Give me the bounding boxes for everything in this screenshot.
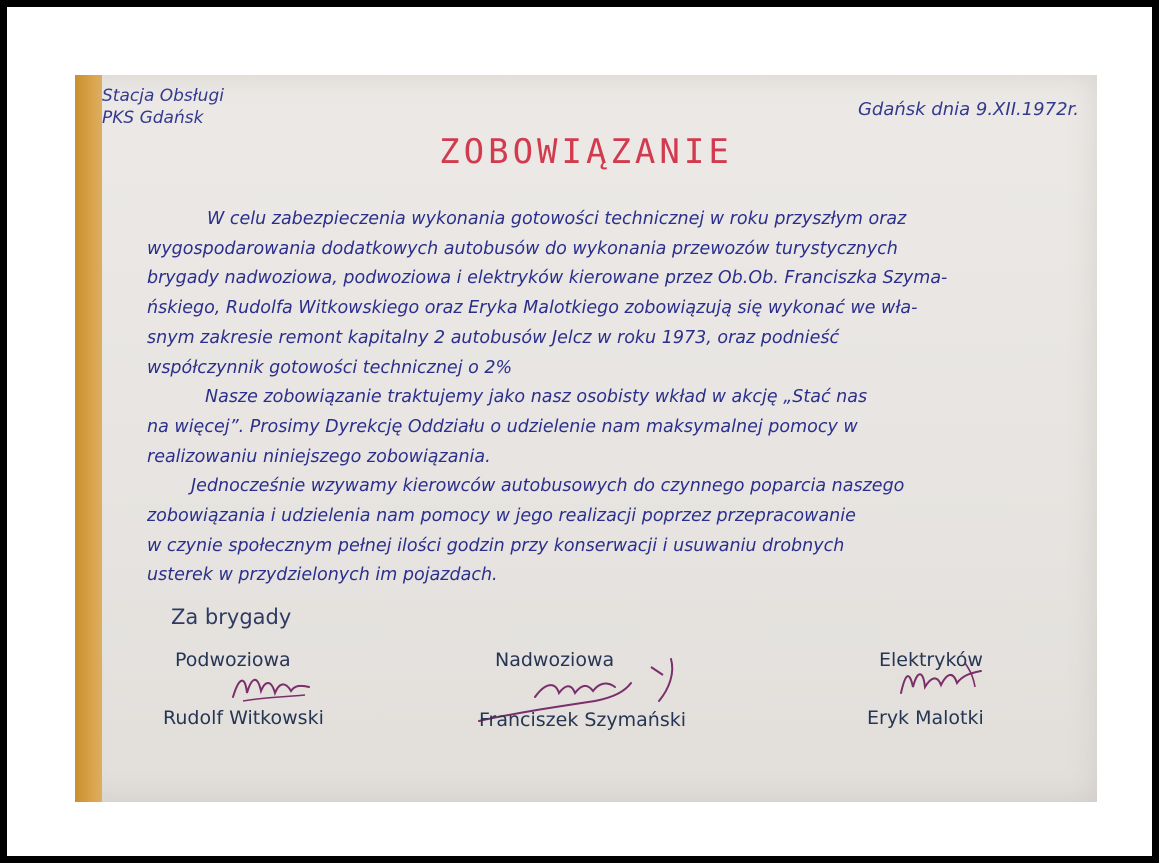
place-date: Gdańsk dnia 9.XII.1972r.	[857, 99, 1079, 120]
signature-role-body: Nadwoziowa	[495, 649, 615, 671]
body-line: Jednocześnie wzywamy kierowców autobusowych do czynnego poparcia naszego	[191, 476, 905, 497]
body-line: na więcej”. Prosimy Dyrekcję Oddziału o udzielenie nam maksymalnej pomocy w	[147, 416, 858, 437]
body-line: wygospodarowania dodatkowych autobusów do wykonania przewozów turystycznych	[147, 238, 898, 259]
issuer-line-1: Stacja Obsługi	[102, 86, 224, 106]
document-title: ZOBOWIĄZANIE	[439, 132, 733, 172]
paper-edge-strip	[75, 75, 102, 802]
body-line: Nasze zobowiązanie traktujemy jako nasz osobisty wkład w akcję „Stać nas	[205, 387, 868, 408]
body-line: współczynnik gotowości technicznej o 2%	[147, 357, 513, 378]
body-line: snym zakresie remont kapitalny 2 autobusów Jelcz w roku 1973, oraz podnieść	[147, 327, 840, 348]
handwritten-signature-malotki	[895, 657, 1005, 707]
body-line: W celu zabezpieczenia wykonania gotowości technicznej w roku przyszłym oraz	[207, 209, 907, 229]
signature-role-electric: Elektryków	[879, 649, 983, 671]
body-line: realizowaniu niniejszego zobowiązania.	[147, 446, 491, 467]
body-line: brygady nadwoziowa, podwoziowa i elektryków kierowane przez Ob.Ob. Franciszka Szyma-	[147, 268, 948, 289]
body-line: ńskiego, Rudolfa Witkowskiego oraz Eryka Malotkiego zobowiązują się wykonać we wła-	[147, 298, 918, 319]
issuer-block	[102, 85, 224, 129]
signature-name-body: Franciszek Szymański	[479, 709, 687, 731]
handwritten-signature-witkowski	[225, 667, 315, 707]
document-sheet	[75, 75, 1097, 802]
body-line: usterek w przydzielonych im pojazdach.	[147, 565, 498, 586]
photo-frame	[7, 7, 1152, 856]
signature-name-chassis: Rudolf Witkowski	[163, 707, 324, 729]
signatures-intro: Za brygady	[171, 605, 292, 629]
document-body	[147, 205, 1047, 591]
signature-role-chassis: Podwoziowa	[175, 649, 291, 671]
body-line: zobowiązania i udzielenia nam pomocy w jego realizacji poprzez przepracowanie	[147, 506, 856, 527]
issuer-line-2: PKS Gdańsk	[102, 108, 204, 128]
signature-name-electric: Eryk Malotki	[867, 707, 984, 729]
body-line: w czynie społecznym pełnej ilości godzin przy konserwacji i usuwaniu drobnych	[147, 535, 845, 556]
